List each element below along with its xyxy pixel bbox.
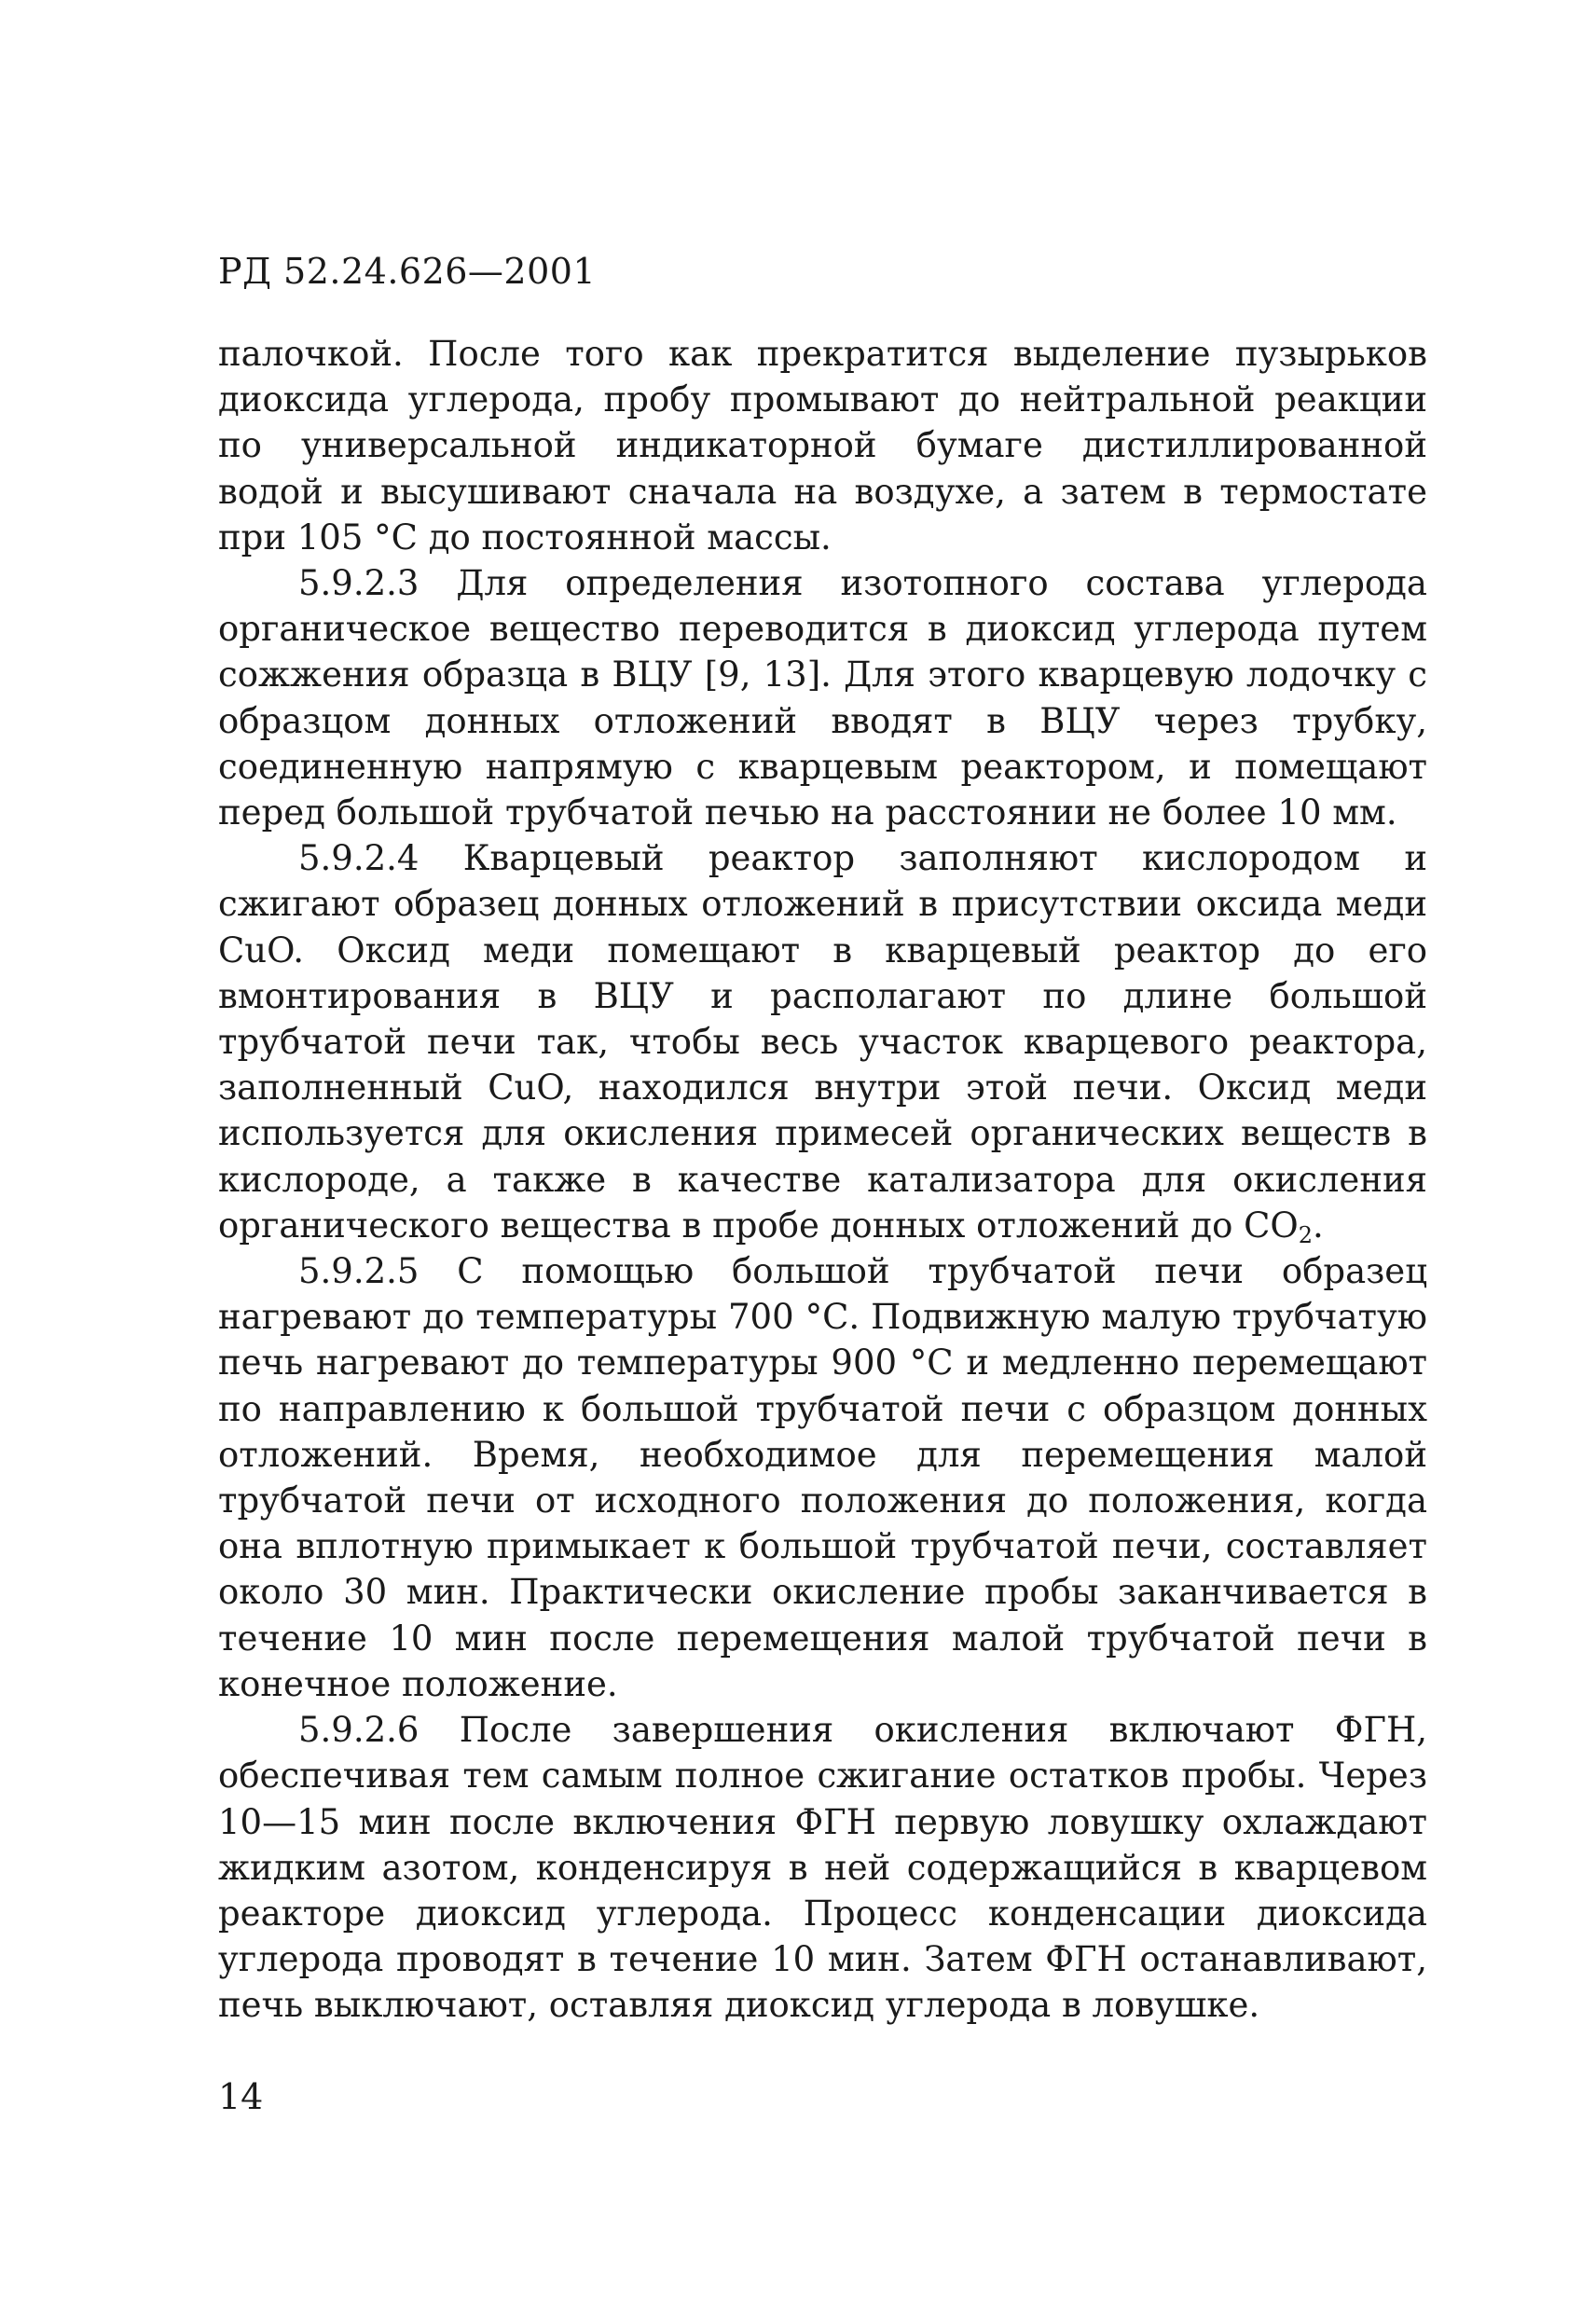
document-code-header: РД 52.24.626—2001 xyxy=(218,251,597,292)
paragraph-5-9-2-5: 5.9.2.5 С помощью большой трубчатой печи образец нагревают до температуры 700 °С. Подвижную малую трубчатую печь нагревают до температуры 900 °С и медленно перемещают по направлению к большой трубчатой печи с образцом донных отложений. Время, необходимое для перемещения малой трубчатой печи от исходного положения до положения, когда она вплотную примыкает к большой трубчатой печи, составляет около 30 мин. Практически окисление пробы заканчивается в течение 10 мин после перемещения малой трубчатой печи в конечное положение. xyxy=(218,1251,1427,1704)
paragraph-5-9-2-3: 5.9.2.3 Для определения изотопного состава углерода органическое вещество переводится в диоксид углерода путем сожжения образца в ВЦУ [9, 13]. Для этого кварцевую лодочку с образцом донных отложений вводят в ВЦУ через трубку, соединенную напрямую с кварцевым реактором, и помещают перед большой трубчатой печью на расстоянии не более 10 мм. xyxy=(218,563,1427,833)
page-number: 14 xyxy=(218,2076,264,2117)
body-text xyxy=(218,331,1427,2029)
paragraph-continuation: палочкой. После того как прекратится выделение пузырьков диоксида углерода, пробу промывают до нейтральной реакции по универсальной индикаторной бумаге дистиллированной водой и высушивают сначала на воздухе, а затем в термостате при 105 °С до постоянной массы. xyxy=(218,334,1427,558)
paragraph-5-9-2-4 xyxy=(218,835,1427,1248)
paragraph-5-9-2-4-end: . xyxy=(1313,1205,1324,1246)
paragraph-5-9-2-4-text: 5.9.2.4 Кварцевый реактор заполняют кислородом и сжигают образец донных отложений в присутствии оксида меди CuO. Оксид меди помещают в кварцевый реактор до его вмонтирования в ВЦУ и располагают по длине большой трубчатой печи так, чтобы весь участок кварцевого реактора, заполненный CuO, находился внутри этой печи. Оксид меди используется для окисления примесей органических веществ в кислороде, а также в качестве катализатора для окисления органического вещества в пробе донных отложений до CO xyxy=(218,838,1427,1246)
co2-subscript: 2 xyxy=(1298,1221,1314,1248)
paragraph-5-9-2-6: 5.9.2.6 После завершения окисления включают ФГН, обеспечивая тем самым полное сжигание остатков пробы. Через 10—15 мин после включения ФГН первую ловушку охлаждают жидким азотом, конденсируя в ней содержащийся в кварцевом реакторе диоксид углерода. Процесс конденсации диоксида углерода проводят в течение 10 мин. Затем ФГН останавливают, печь выключают, оставляя диоксид углерода в ловушке. xyxy=(218,1710,1427,2026)
